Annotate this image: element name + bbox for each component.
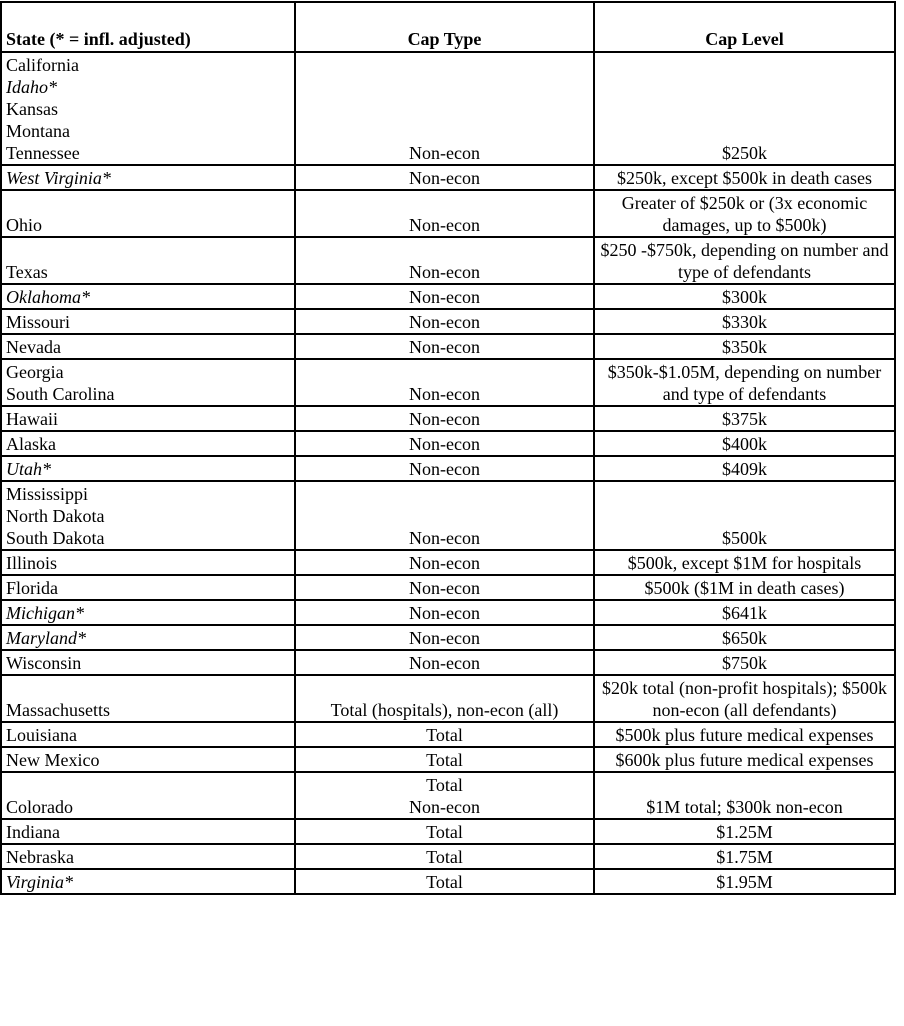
header-row — [1, 2, 895, 52]
cap-level-cell: $600k plus future medical expenses — [594, 747, 895, 772]
table-row — [1, 334, 895, 359]
cap-type-text: Non-econ — [409, 312, 480, 332]
state-name: Wisconsin — [6, 653, 82, 673]
state-name: South Carolina — [6, 384, 115, 404]
table-row — [1, 284, 895, 309]
cap-level-cell: $1.25M — [594, 819, 895, 844]
cap-level-cell: $1.95M — [594, 869, 895, 894]
state-cell — [1, 772, 295, 819]
state-name: Maryland* — [6, 628, 86, 648]
cap-type-cell — [295, 844, 594, 869]
cap-type-cell — [295, 772, 594, 819]
cap-type-cell — [295, 600, 594, 625]
cap-type-text: Non-econ — [409, 168, 480, 188]
cap-type-text: Non-econ — [409, 628, 480, 648]
state-name: California — [6, 55, 79, 75]
table-row — [1, 406, 895, 431]
cap-type-text: Non-econ — [409, 409, 480, 429]
cap-type-text: Non-econ — [409, 215, 480, 235]
table-row — [1, 600, 895, 625]
cap-type-text: Total — [426, 725, 463, 745]
state-name: Florida — [6, 578, 58, 598]
cap-level-cell: $409k — [594, 456, 895, 481]
state-cell — [1, 722, 295, 747]
state-cell — [1, 165, 295, 190]
state-cell — [1, 844, 295, 869]
cap-type-text: Non-econ — [409, 653, 480, 673]
state-name: West Virginia* — [6, 168, 111, 188]
state-cell — [1, 309, 295, 334]
state-name: Ohio — [6, 215, 42, 235]
state-cell — [1, 650, 295, 675]
cap-type-text: Non-econ — [409, 603, 480, 623]
state-cell — [1, 190, 295, 237]
state-name: Idaho* — [6, 77, 57, 97]
state-name: Virginia* — [6, 872, 73, 892]
cap-type-cell — [295, 52, 594, 165]
cap-type-text: Non-econ — [409, 384, 480, 404]
table-row — [1, 431, 895, 456]
state-cell — [1, 406, 295, 431]
table-row — [1, 675, 895, 722]
state-name: New Mexico — [6, 750, 100, 770]
cap-type-text: Total — [426, 822, 463, 842]
table-row — [1, 456, 895, 481]
table-row — [1, 575, 895, 600]
cap-type-cell — [295, 819, 594, 844]
cap-type-cell — [295, 237, 594, 284]
state-name: Nebraska — [6, 847, 74, 867]
table-row — [1, 237, 895, 284]
cap-level-cell: $500k — [594, 481, 895, 550]
cap-type-text: Non-econ — [409, 262, 480, 282]
column-header-cap-level: Cap Level — [594, 2, 895, 52]
table-row — [1, 165, 895, 190]
table-row — [1, 550, 895, 575]
table-row — [1, 869, 895, 894]
state-name: Kansas — [6, 99, 58, 119]
cap-type-cell — [295, 550, 594, 575]
state-cell — [1, 550, 295, 575]
cap-type-text: Total — [426, 775, 463, 795]
cap-level-cell: $400k — [594, 431, 895, 456]
cap-type-text: Non-econ — [409, 143, 480, 163]
state-cell — [1, 625, 295, 650]
cap-level-cell: $1M total; $300k non-econ — [594, 772, 895, 819]
cap-type-text: Non-econ — [409, 459, 480, 479]
table-row — [1, 747, 895, 772]
cap-level-cell: $500k, except $1M for hospitals — [594, 550, 895, 575]
damage-caps-table — [0, 1, 896, 895]
cap-type-text: Non-econ — [409, 578, 480, 598]
cap-type-text: Non-econ — [409, 553, 480, 573]
state-name: Montana — [6, 121, 70, 141]
cap-type-text: Non-econ — [409, 528, 480, 548]
cap-level-cell: $1.75M — [594, 844, 895, 869]
table-row — [1, 52, 895, 165]
state-name: Georgia — [6, 362, 64, 382]
cap-level-cell: $250k, except $500k in death cases — [594, 165, 895, 190]
cap-type-cell — [295, 747, 594, 772]
state-cell — [1, 359, 295, 406]
cap-level-cell: $350k — [594, 334, 895, 359]
cap-type-text: Total — [426, 750, 463, 770]
cap-type-text: Total (hospitals), non-econ (all) — [330, 700, 559, 720]
state-cell — [1, 600, 295, 625]
cap-type-cell — [295, 309, 594, 334]
state-name: Missouri — [6, 312, 71, 332]
state-name: Illinois — [6, 553, 58, 573]
state-cell — [1, 237, 295, 284]
state-name: Alaska — [6, 434, 56, 454]
cap-type-text: Non-econ — [409, 797, 480, 817]
cap-type-cell — [295, 575, 594, 600]
state-cell — [1, 52, 295, 165]
cap-type-text: Non-econ — [409, 434, 480, 454]
state-cell — [1, 747, 295, 772]
state-cell — [1, 869, 295, 894]
cap-level-cell: $500k ($1M in death cases) — [594, 575, 895, 600]
state-name: Louisiana — [6, 725, 77, 745]
cap-type-cell — [295, 165, 594, 190]
column-header-state: State (* = infl. adjusted) — [1, 2, 295, 52]
cap-level-cell: Greater of $250k or (3x economic damages, up to $500k) — [594, 190, 895, 237]
table-row — [1, 481, 895, 550]
cap-type-cell — [295, 431, 594, 456]
table-row — [1, 844, 895, 869]
state-name: South Dakota — [6, 528, 105, 548]
cap-type-cell — [295, 359, 594, 406]
cap-type-cell — [295, 722, 594, 747]
cap-type-cell — [295, 481, 594, 550]
cap-type-cell — [295, 625, 594, 650]
cap-type-cell — [295, 869, 594, 894]
state-name: Utah* — [6, 459, 51, 479]
state-name: Oklahoma* — [6, 287, 90, 307]
state-cell — [1, 284, 295, 309]
cap-type-cell — [295, 284, 594, 309]
state-name: Colorado — [6, 797, 73, 817]
table-row — [1, 190, 895, 237]
cap-type-cell — [295, 675, 594, 722]
state-name: Indiana — [6, 822, 60, 842]
state-cell — [1, 575, 295, 600]
state-name: Hawaii — [6, 409, 58, 429]
cap-level-cell: $650k — [594, 625, 895, 650]
cap-type-cell — [295, 406, 594, 431]
cap-level-cell: $300k — [594, 284, 895, 309]
state-cell — [1, 431, 295, 456]
table-body — [1, 52, 895, 894]
state-name: Mississippi — [6, 484, 89, 504]
cap-type-text: Total — [426, 872, 463, 892]
column-header-cap-type: Cap Type — [295, 2, 594, 52]
state-name: Massachusetts — [6, 700, 110, 720]
cap-level-cell: $250k — [594, 52, 895, 165]
table-row — [1, 359, 895, 406]
cap-level-cell: $250 -$750k, depending on number and type of defendants — [594, 237, 895, 284]
table-row — [1, 625, 895, 650]
state-cell — [1, 481, 295, 550]
cap-level-cell: $375k — [594, 406, 895, 431]
cap-type-cell — [295, 334, 594, 359]
state-name: North Dakota — [6, 506, 105, 526]
state-cell — [1, 819, 295, 844]
cap-type-cell — [295, 650, 594, 675]
state-cell — [1, 334, 295, 359]
table-row — [1, 650, 895, 675]
state-name: Tennessee — [6, 143, 80, 163]
state-cell — [1, 456, 295, 481]
state-name: Texas — [6, 262, 48, 282]
cap-type-text: Total — [426, 847, 463, 867]
table-row — [1, 722, 895, 747]
state-name: Michigan* — [6, 603, 84, 623]
cap-level-cell: $750k — [594, 650, 895, 675]
cap-level-cell: $20k total (non-profit hospitals); $500k non-econ (all defendants) — [594, 675, 895, 722]
cap-level-cell: $350k-$1.05M, depending on number and type of defendants — [594, 359, 895, 406]
cap-level-cell: $641k — [594, 600, 895, 625]
cap-type-text: Non-econ — [409, 287, 480, 307]
table-row — [1, 772, 895, 819]
cap-type-cell — [295, 456, 594, 481]
cap-level-cell: $330k — [594, 309, 895, 334]
cap-type-text: Non-econ — [409, 337, 480, 357]
state-name: Nevada — [6, 337, 61, 357]
cap-level-cell: $500k plus future medical expenses — [594, 722, 895, 747]
table-row — [1, 309, 895, 334]
state-cell — [1, 675, 295, 722]
cap-type-cell — [295, 190, 594, 237]
table-row — [1, 819, 895, 844]
